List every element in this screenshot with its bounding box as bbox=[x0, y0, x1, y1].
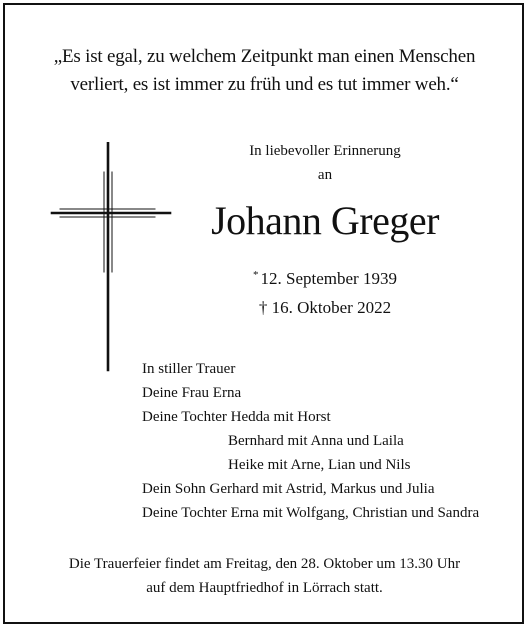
quote-line-2: verliert, es ist immer zu früh und es tut immer weh.“ bbox=[70, 74, 459, 95]
footer-line-1: Die Trauerfeier findet am Freitag, den 28. Oktober um 13.30 Uhr bbox=[68, 556, 461, 572]
mourner-line: Deine Frau Erna bbox=[142, 385, 242, 401]
deceased-name: Johann Greger bbox=[211, 198, 439, 243]
mourner-line: In stiller Trauer bbox=[142, 361, 236, 377]
an-text: an bbox=[317, 167, 333, 183]
mourner-line: Deine Tochter Erna mit Wolfgang, Christian und Sandra bbox=[142, 505, 480, 521]
intro-text: In liebevoller Erinnerung bbox=[249, 143, 401, 159]
cross-icon bbox=[50, 142, 175, 372]
footer-line-2: auf dem Hauptfriedhof in Lörrach statt. bbox=[146, 580, 383, 596]
mourner-line: Dein Sohn Gerhard mit Astrid, Markus und Julia bbox=[142, 481, 435, 497]
birth-date-text: 12. September 1939 bbox=[260, 269, 397, 288]
mourner-line: Deine Tochter Hedda mit Horst bbox=[142, 409, 331, 425]
death-date: † 16. Oktober 2022 bbox=[258, 298, 392, 317]
mourner-line: Bernhard mit Anna und Laila bbox=[228, 433, 404, 449]
quote-line-1: „Es ist egal, zu welchem Zeitpunkt man einen Menschen bbox=[53, 46, 476, 67]
birth-date bbox=[160, 264, 490, 290]
birth-symbol: * bbox=[253, 269, 259, 281]
mourner-line: Heike mit Arne, Lian und Nils bbox=[228, 457, 411, 473]
